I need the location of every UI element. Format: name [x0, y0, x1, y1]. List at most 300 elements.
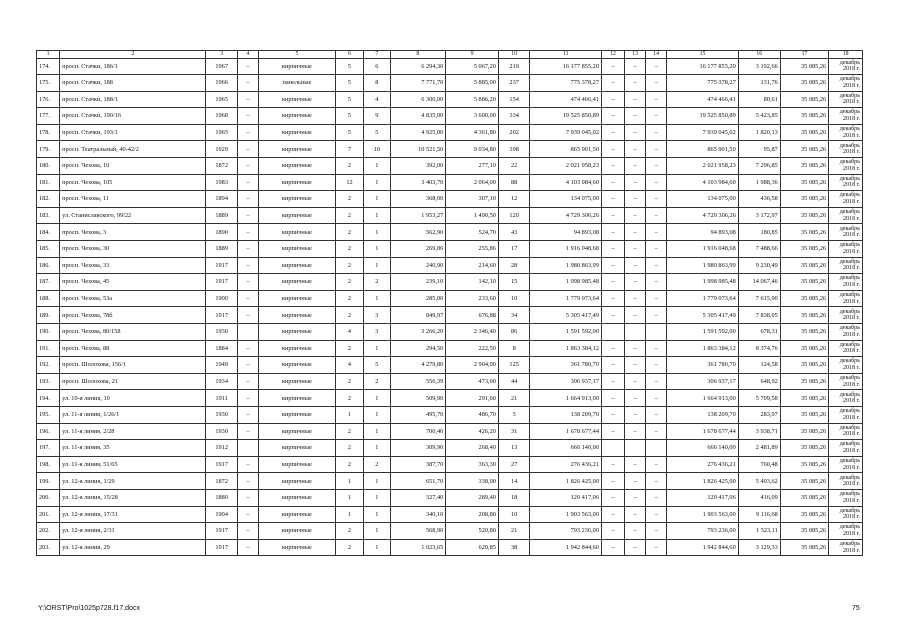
table-cell: 1 998 985,48 — [530, 274, 602, 291]
table-cell: 35 085,26 — [780, 124, 828, 141]
table-cell: кирпичные — [258, 489, 335, 506]
table-cell: 387,70 — [390, 456, 446, 473]
table-cell: 520,80 — [446, 523, 499, 540]
table-cell: 1965 — [206, 124, 238, 141]
table-cell: 865 901,50 — [667, 141, 739, 158]
table-cell: 175. — [37, 75, 60, 92]
table-cell: ул. 12-я линия, 15/28 — [60, 489, 206, 506]
table-cell: 184. — [37, 224, 60, 241]
table-cell: декабрь 2018 г. — [829, 124, 863, 141]
table-cell: 190. — [37, 324, 60, 341]
table-cell — [646, 440, 667, 457]
table-cell: 1 863 384,12 — [530, 340, 602, 357]
table-cell: – — [625, 224, 646, 241]
table-cell: 1 998 985,48 — [667, 274, 739, 291]
table-cell: – — [237, 257, 258, 274]
table-cell: 4 361,80 — [446, 124, 499, 141]
table-cell: декабрь 2018 г. — [829, 357, 863, 374]
table-cell: 18 — [498, 489, 530, 506]
table-cell: – — [625, 174, 646, 191]
table-cell: 5 — [335, 75, 363, 92]
table-cell: 10 — [498, 506, 530, 523]
table-cell: просп. Стачки, 188 — [60, 75, 206, 92]
table-cell: ул. 11-я линия, 51/65 — [60, 456, 206, 473]
table-cell: – — [601, 340, 624, 357]
table-cell: 19 525 850,89 — [667, 108, 739, 125]
table-cell: – — [601, 307, 624, 324]
table-cell: 1 — [364, 174, 390, 191]
table-cell: 8 374,76 — [738, 340, 780, 357]
table-cell: – — [237, 390, 258, 407]
table-cell: ул. 12-я линия, 29 — [60, 539, 206, 556]
table-cell: – — [646, 357, 667, 374]
table-cell: декабрь 2018 г. — [829, 324, 863, 341]
table-cell: 35 085,26 — [780, 390, 828, 407]
table-cell: кирпичные — [258, 224, 335, 241]
table-cell: 1 023,65 — [390, 539, 446, 556]
table-cell: 2 — [335, 257, 363, 274]
table-cell: 2 481,89 — [738, 440, 780, 457]
table-cell: 334 — [498, 108, 530, 125]
table-cell: 10 — [364, 141, 390, 158]
table-cell: – — [625, 257, 646, 274]
table-cell: 1934 — [206, 373, 238, 390]
table-cell: декабрь 2018 г. — [829, 108, 863, 125]
table-cell: – — [601, 241, 624, 258]
table-cell: кирпичные — [258, 406, 335, 423]
table-cell: 35 085,26 — [780, 290, 828, 307]
table-cell: – — [601, 456, 624, 473]
table-cell: 1884 — [206, 340, 238, 357]
table-cell: – — [625, 456, 646, 473]
table-cell: просп. Чехова, 45 — [60, 274, 206, 291]
table-cell: – — [237, 290, 258, 307]
table-cell: просп. Чехова, 88 — [60, 340, 206, 357]
table-cell: – — [237, 241, 258, 258]
table-cell: 398 — [498, 141, 530, 158]
column-number: 6 — [335, 51, 363, 59]
table-cell: 43 — [498, 224, 530, 241]
table-cell: декабрь 2018 г. — [829, 274, 863, 291]
table-cell: декабрь 2018 г. — [829, 91, 863, 108]
table-cell: 4 103 984,60 — [530, 174, 602, 191]
table-cell: 1912 — [206, 440, 238, 457]
table-cell: кирпичные — [258, 373, 335, 390]
table-cell: 35 085,26 — [780, 158, 828, 175]
table-cell: 4 729 306,26 — [530, 207, 602, 224]
table-cell: 134 075,00 — [667, 191, 739, 208]
table-cell: 1 591 592,00 — [667, 324, 739, 341]
table-cell: – — [646, 290, 667, 307]
table-cell: – — [646, 75, 667, 92]
table-cell: 2 021 958,23 — [530, 158, 602, 175]
table-cell: 1 942 844,60 — [530, 539, 602, 556]
table-cell: просп. Театральный, 40-42/2 — [60, 141, 206, 158]
column-number-row — [37, 51, 863, 59]
table-cell: 239,10 — [390, 274, 446, 291]
table-cell: – — [625, 373, 646, 390]
table-cell: 177. — [37, 108, 60, 125]
table-cell: кирпичные — [258, 241, 335, 258]
table-cell: 5 — [335, 58, 363, 75]
table-cell: – — [237, 473, 258, 490]
table-cell: 2 — [335, 307, 363, 324]
table-cell: – — [601, 506, 624, 523]
table-cell: 509,90 — [390, 390, 446, 407]
table-cell: 1917 — [206, 539, 238, 556]
column-number: 8 — [390, 51, 446, 59]
table-cell: 185. — [37, 241, 60, 258]
table-cell: 192. — [37, 357, 60, 374]
table-cell: кирпичные — [258, 423, 335, 440]
table-cell: 187. — [37, 274, 60, 291]
table-cell: кирпичные — [258, 191, 335, 208]
table-cell: – — [237, 174, 258, 191]
table-cell: – — [601, 174, 624, 191]
table-cell: – — [237, 158, 258, 175]
table-row — [37, 357, 863, 374]
table-cell: 1889 — [206, 241, 238, 258]
table-cell: ул. Станиславского, 99/22 — [60, 207, 206, 224]
table-cell: 1966 — [206, 75, 238, 92]
table-cell: ул. 11-я линия, 1/26/1 — [60, 406, 206, 423]
table-cell: 2 — [335, 423, 363, 440]
table-cell: 181. — [37, 174, 60, 191]
table-cell: – — [601, 390, 624, 407]
table-cell: – — [237, 523, 258, 540]
table-cell: кирпичные — [258, 207, 335, 224]
table-cell: 183. — [37, 207, 60, 224]
table-cell: 138 209,70 — [530, 406, 602, 423]
table-cell: просп. Чехова, 78б — [60, 307, 206, 324]
table-cell: 1 — [364, 191, 390, 208]
table-cell: – — [625, 290, 646, 307]
table-cell: 1 664 913,00 — [530, 390, 602, 407]
table-cell: – — [237, 539, 258, 556]
table-cell: 1 916 048,68 — [530, 241, 602, 258]
table-cell: 651,70 — [390, 473, 446, 490]
table-cell: – — [625, 423, 646, 440]
table-cell: 202. — [37, 523, 60, 540]
table-cell: – — [601, 158, 624, 175]
table-cell: – — [601, 108, 624, 125]
table-cell: кирпичные — [258, 523, 335, 540]
table-cell: кирпичные — [258, 456, 335, 473]
table-cell: 35 085,26 — [780, 539, 828, 556]
column-number: 9 — [446, 51, 499, 59]
table-cell: – — [601, 191, 624, 208]
table-cell: 197. — [37, 440, 60, 457]
table-cell: 2 — [335, 523, 363, 540]
table-cell: – — [237, 91, 258, 108]
table-cell: 142,10 — [446, 274, 499, 291]
column-number: 12 — [601, 51, 624, 59]
table-cell: кирпичные — [258, 158, 335, 175]
table-cell: 5 — [364, 357, 390, 374]
table-row — [37, 75, 863, 92]
table-cell: 233,60 — [446, 290, 499, 307]
table-cell: 120 417,06 — [667, 489, 739, 506]
table-cell: – — [601, 75, 624, 92]
table-cell: 5 305 417,49 — [530, 307, 602, 324]
table-cell: 35 085,26 — [780, 340, 828, 357]
table-cell: – — [646, 191, 667, 208]
table-cell: 269,86 — [390, 241, 446, 258]
table-cell: 3 129,33 — [738, 539, 780, 556]
table-row — [37, 440, 863, 457]
table-cell: 1 953,27 — [390, 207, 446, 224]
table-cell: 1930 — [206, 406, 238, 423]
table-row — [37, 506, 863, 523]
table-cell: 178. — [37, 124, 60, 141]
table-cell: кирпичные — [258, 473, 335, 490]
table-row — [37, 58, 863, 75]
table-cell: 2 — [335, 373, 363, 390]
table-cell: кирпичные — [258, 124, 335, 141]
table-cell: 6 300,00 — [390, 91, 446, 108]
table-row — [37, 324, 863, 341]
table-cell — [646, 324, 667, 341]
table-cell: 1 — [364, 390, 390, 407]
table-cell: 294,50 — [390, 340, 446, 357]
table-cell: 182. — [37, 191, 60, 208]
table-cell: 27 — [498, 456, 530, 473]
table-cell: просп. Чехова, 3 — [60, 224, 206, 241]
table-cell: кирпичные — [258, 340, 335, 357]
table-cell: декабрь 2018 г. — [829, 440, 863, 457]
table-cell: 1 664 913,00 — [667, 390, 739, 407]
table-cell: – — [646, 207, 667, 224]
table-cell: – — [237, 207, 258, 224]
table-cell: просп. Чехова, 11 — [60, 191, 206, 208]
table-cell: 666 140,00 — [530, 440, 602, 457]
table-cell: просп. Чехова, 10 — [60, 158, 206, 175]
table-cell: – — [625, 307, 646, 324]
table-cell: 1930 — [206, 324, 238, 341]
table-cell: 2 064,00 — [446, 174, 499, 191]
table-cell: 179. — [37, 141, 60, 158]
table-cell: – — [625, 473, 646, 490]
table-cell: декабрь 2018 г. — [829, 241, 863, 258]
table-cell: – — [601, 207, 624, 224]
document-page — [36, 50, 863, 556]
table-cell: – — [646, 124, 667, 141]
table-cell: – — [237, 75, 258, 92]
table-row — [37, 257, 863, 274]
table-cell: 4 279,80 — [390, 357, 446, 374]
table-cell: 2 — [364, 373, 390, 390]
table-cell: – — [237, 456, 258, 473]
table-cell: – — [625, 489, 646, 506]
table-row — [37, 423, 863, 440]
column-number: 17 — [780, 51, 828, 59]
table-row — [37, 241, 863, 258]
table-cell: 189. — [37, 307, 60, 324]
table-cell: 35 085,26 — [780, 191, 828, 208]
table-row — [37, 207, 863, 224]
table-cell: – — [625, 406, 646, 423]
table-cell: декабрь 2018 г. — [829, 224, 863, 241]
table-cell: 1965 — [206, 91, 238, 108]
table-cell: 1 — [335, 489, 363, 506]
table-cell: 3 192,66 — [738, 58, 780, 75]
table-cell: – — [601, 423, 624, 440]
table-cell: – — [646, 241, 667, 258]
table-cell: 4 103 984,60 — [667, 174, 739, 191]
table-cell: кирпичные — [258, 108, 335, 125]
table-cell: 2 346,40 — [446, 324, 499, 341]
table-cell: 1 — [364, 257, 390, 274]
table-cell: 7 296,85 — [738, 158, 780, 175]
table-cell: – — [625, 108, 646, 125]
table-cell: 5 305 417,49 — [667, 307, 739, 324]
table-cell: 1917 — [206, 523, 238, 540]
table-cell: – — [625, 274, 646, 291]
table-cell: – — [646, 523, 667, 540]
table-cell — [625, 324, 646, 341]
table-cell: декабрь 2018 г. — [829, 523, 863, 540]
table-cell: – — [601, 357, 624, 374]
table-cell: 620,85 — [446, 539, 499, 556]
table-cell: 94 893,08 — [667, 224, 739, 241]
table-cell: 1 — [364, 158, 390, 175]
table-cell: – — [646, 373, 667, 390]
table-cell: 10 — [498, 290, 530, 307]
table-cell: 1 — [335, 473, 363, 490]
page-number: 75 — [852, 605, 860, 612]
table-row — [37, 91, 863, 108]
table-cell: – — [646, 141, 667, 158]
table-cell: 3 — [364, 324, 390, 341]
table-cell: 556,39 — [390, 373, 446, 390]
table-cell: 1 — [364, 473, 390, 490]
table-cell: 1 678 677,44 — [667, 423, 739, 440]
table-cell: 1 779 073,64 — [530, 290, 602, 307]
table-cell: – — [646, 91, 667, 108]
table-cell: 7 615,90 — [738, 290, 780, 307]
table-cell: 849,97 — [390, 307, 446, 324]
table-cell: 255,86 — [446, 241, 499, 258]
table-cell: кирпичные — [258, 141, 335, 158]
table-cell: 277,10 — [446, 158, 499, 175]
table-cell: 22 — [498, 158, 530, 175]
table-cell: 276 436,21 — [530, 456, 602, 473]
table-cell: – — [601, 539, 624, 556]
table-cell: 9 230,49 — [738, 257, 780, 274]
table-cell: 1 591 592,00 — [530, 324, 602, 341]
table-cell: 188. — [37, 290, 60, 307]
table-cell: 199. — [37, 473, 60, 490]
table-cell: 35 085,26 — [780, 224, 828, 241]
table-cell: 2 — [335, 390, 363, 407]
table-cell: кирпичные — [258, 174, 335, 191]
table-cell: 1917 — [206, 274, 238, 291]
table-cell: кирпичные — [258, 91, 335, 108]
table-cell: – — [601, 224, 624, 241]
table-cell: просп. Стачки, 193/1 — [60, 124, 206, 141]
table-cell: 196. — [37, 423, 60, 440]
table-cell: 7 — [335, 141, 363, 158]
table-cell: 12 — [335, 174, 363, 191]
table-cell: – — [237, 141, 258, 158]
table-cell: 176. — [37, 91, 60, 108]
table-cell: 4 835,00 — [390, 108, 446, 125]
table-cell: 8 — [364, 75, 390, 92]
table-cell: 1 820,13 — [738, 124, 780, 141]
table-cell: 306 937,17 — [667, 373, 739, 390]
table-cell: 568,90 — [390, 523, 446, 540]
table-cell: ул. 11-я линия, 2/28 — [60, 423, 206, 440]
table-cell: 7 488,66 — [738, 241, 780, 258]
table-row — [37, 390, 863, 407]
table-cell: 154 — [498, 91, 530, 108]
table-cell: декабрь 2018 г. — [829, 307, 863, 324]
column-number: 2 — [60, 51, 206, 59]
table-cell: 775 378,27 — [667, 75, 739, 92]
table-cell: 35 085,26 — [780, 523, 828, 540]
table-cell: 1 523,11 — [738, 523, 780, 540]
table-cell: 338,00 — [446, 473, 499, 490]
table-cell: 1 980 863,99 — [667, 257, 739, 274]
table-cell: ул. 12-я линия, 17/31 — [60, 506, 206, 523]
table-cell: 1 490,50 — [446, 207, 499, 224]
table-cell: 4 925,00 — [390, 124, 446, 141]
table-cell: – — [625, 523, 646, 540]
table-cell: декабрь 2018 г. — [829, 423, 863, 440]
table-cell: 2 — [335, 241, 363, 258]
table-cell: 134 075,00 — [530, 191, 602, 208]
table-cell: 120 417,06 — [530, 489, 602, 506]
table-cell: – — [625, 91, 646, 108]
table-cell: – — [237, 108, 258, 125]
table-cell: 38 — [498, 539, 530, 556]
table-cell: 35 085,26 — [780, 357, 828, 374]
table-cell: 1 — [364, 489, 390, 506]
table-cell: кирпичные — [258, 357, 335, 374]
table-cell: 1 916 048,68 — [667, 241, 739, 258]
table-cell: кирпичные — [258, 257, 335, 274]
table-cell: декабрь 2018 г. — [829, 290, 863, 307]
table-cell: 186. — [37, 257, 60, 274]
table-cell: 2 — [335, 191, 363, 208]
table-row — [37, 108, 863, 125]
table-cell: кирпичные — [258, 440, 335, 457]
footer-file-path: Y:\ORST\Pro\1025p728.f17.docx — [38, 605, 140, 612]
table-cell: 16 177 855,20 — [530, 58, 602, 75]
table-cell: 194. — [37, 390, 60, 407]
table-cell: – — [646, 174, 667, 191]
table-cell: 35 085,26 — [780, 406, 828, 423]
table-cell: 2 — [335, 440, 363, 457]
table-cell: 124,58 — [738, 357, 780, 374]
table-cell: 88 — [498, 174, 530, 191]
table-row — [37, 224, 863, 241]
table-row — [37, 124, 863, 141]
table-row — [37, 456, 863, 473]
table-cell: кирпичные — [258, 290, 335, 307]
table-cell: 1 903 563,00 — [667, 506, 739, 523]
table-cell: 1 863 384,12 — [667, 340, 739, 357]
table-cell: 222,50 — [446, 340, 499, 357]
table-cell: 268,40 — [446, 440, 499, 457]
table-cell: 214,60 — [446, 257, 499, 274]
table-cell: просп. Чехова, 30 — [60, 241, 206, 258]
table-cell: 7 838,05 — [738, 307, 780, 324]
table-cell: 1930 — [206, 423, 238, 440]
table-cell: 1917 — [206, 257, 238, 274]
table-cell: 5 403,62 — [738, 473, 780, 490]
table-cell: – — [646, 224, 667, 241]
